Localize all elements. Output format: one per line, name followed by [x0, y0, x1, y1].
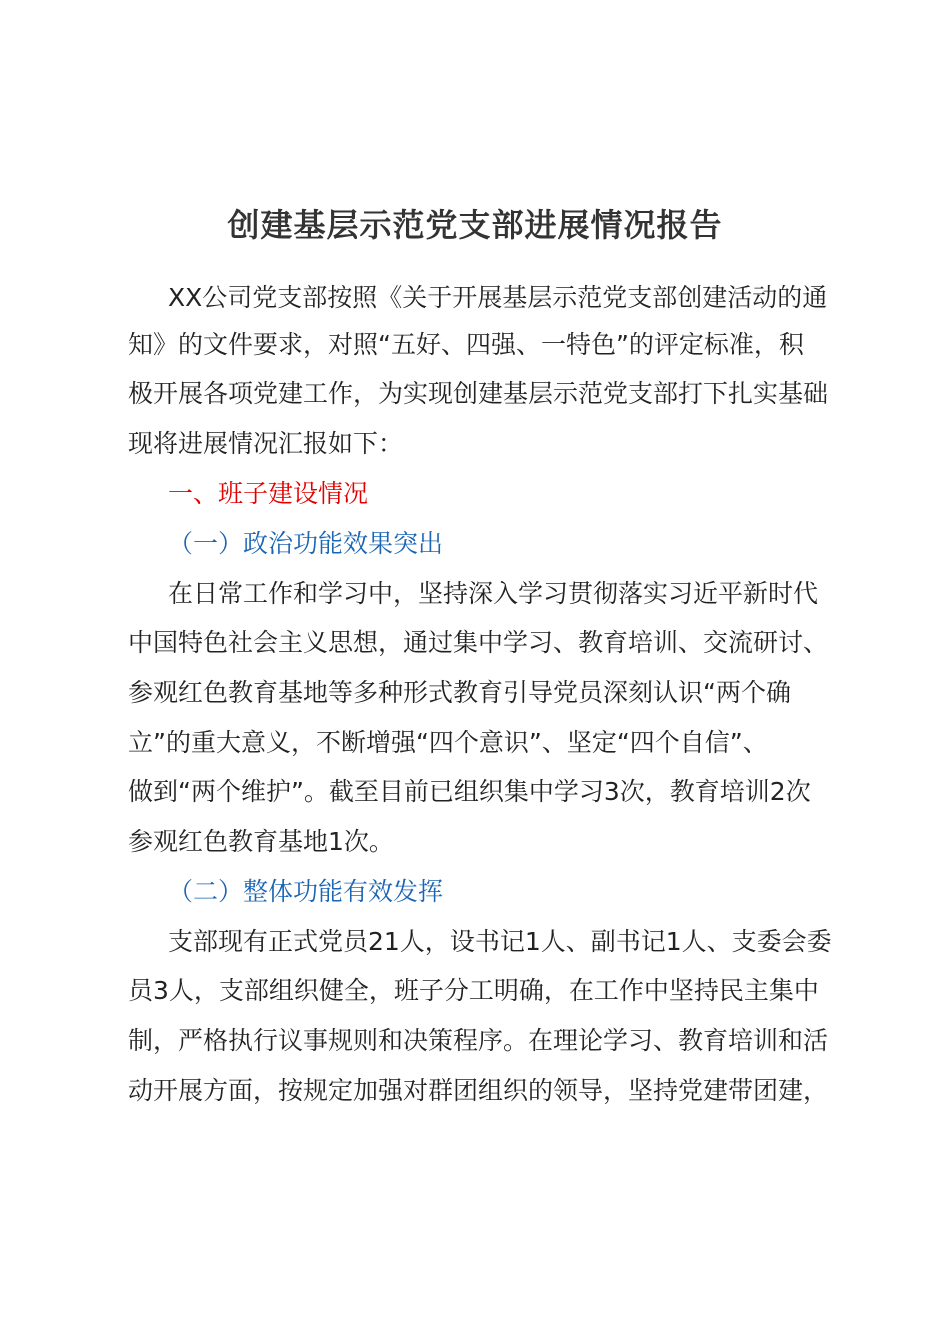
- paragraph-line: 立”的重大意义，不断增强“四个意识”、坚定“四个自信”、: [128, 728, 768, 757]
- paragraph-line: 现将进展情况汇报如下：: [128, 429, 404, 458]
- paragraph-line: 参观红色教育基地等多种形式教育引导党员深刻认识“两个确: [128, 678, 791, 707]
- paragraph-line: 在日常工作和学习中，坚持深入学习贯彻落实习近平新时代: [168, 579, 819, 608]
- paragraph-line: 动开展方面，按规定加强对群团组织的领导，坚持党建带团建，: [128, 1076, 829, 1105]
- document-title: 创建基层示范党支部进展情况报告: [227, 206, 723, 244]
- subsection-heading: （二）整体功能有效发挥: [168, 877, 444, 906]
- paragraph-line: 支部现有正式党员21人，设书记1人、副书记1人、支委会委: [168, 927, 832, 956]
- subsection-heading: （一）政治功能效果突出: [168, 529, 444, 558]
- paragraph-line: 知》的文件要求，对照“五好、四强、一特色”的评定标准，积: [128, 330, 804, 359]
- paragraph-line: 制，严格执行议事规则和决策程序。在理论学习、教育培训和活: [128, 1026, 829, 1055]
- paragraph-line: 做到“两个维护”。截至目前已组织集中学习3次，教育培训2次: [128, 777, 811, 806]
- paragraph-line: 中国特色社会主义思想，通过集中学习、教育培训、交流研讨、: [128, 628, 829, 657]
- paragraph-line: 极开展各项党建工作，为实现创建基层示范党支部打下扎实基础: [128, 379, 829, 408]
- paragraph-line: 参观红色教育基地1次。: [128, 827, 394, 856]
- section-heading: 一、班子建设情况: [168, 479, 369, 508]
- paragraph-line: XX公司党支部按照《关于开展基层示范党支部创建活动的通: [168, 283, 828, 312]
- paragraph-line: 员3人，支部组织健全，班子分工明确，在工作中坚持民主集中: [128, 976, 819, 1005]
